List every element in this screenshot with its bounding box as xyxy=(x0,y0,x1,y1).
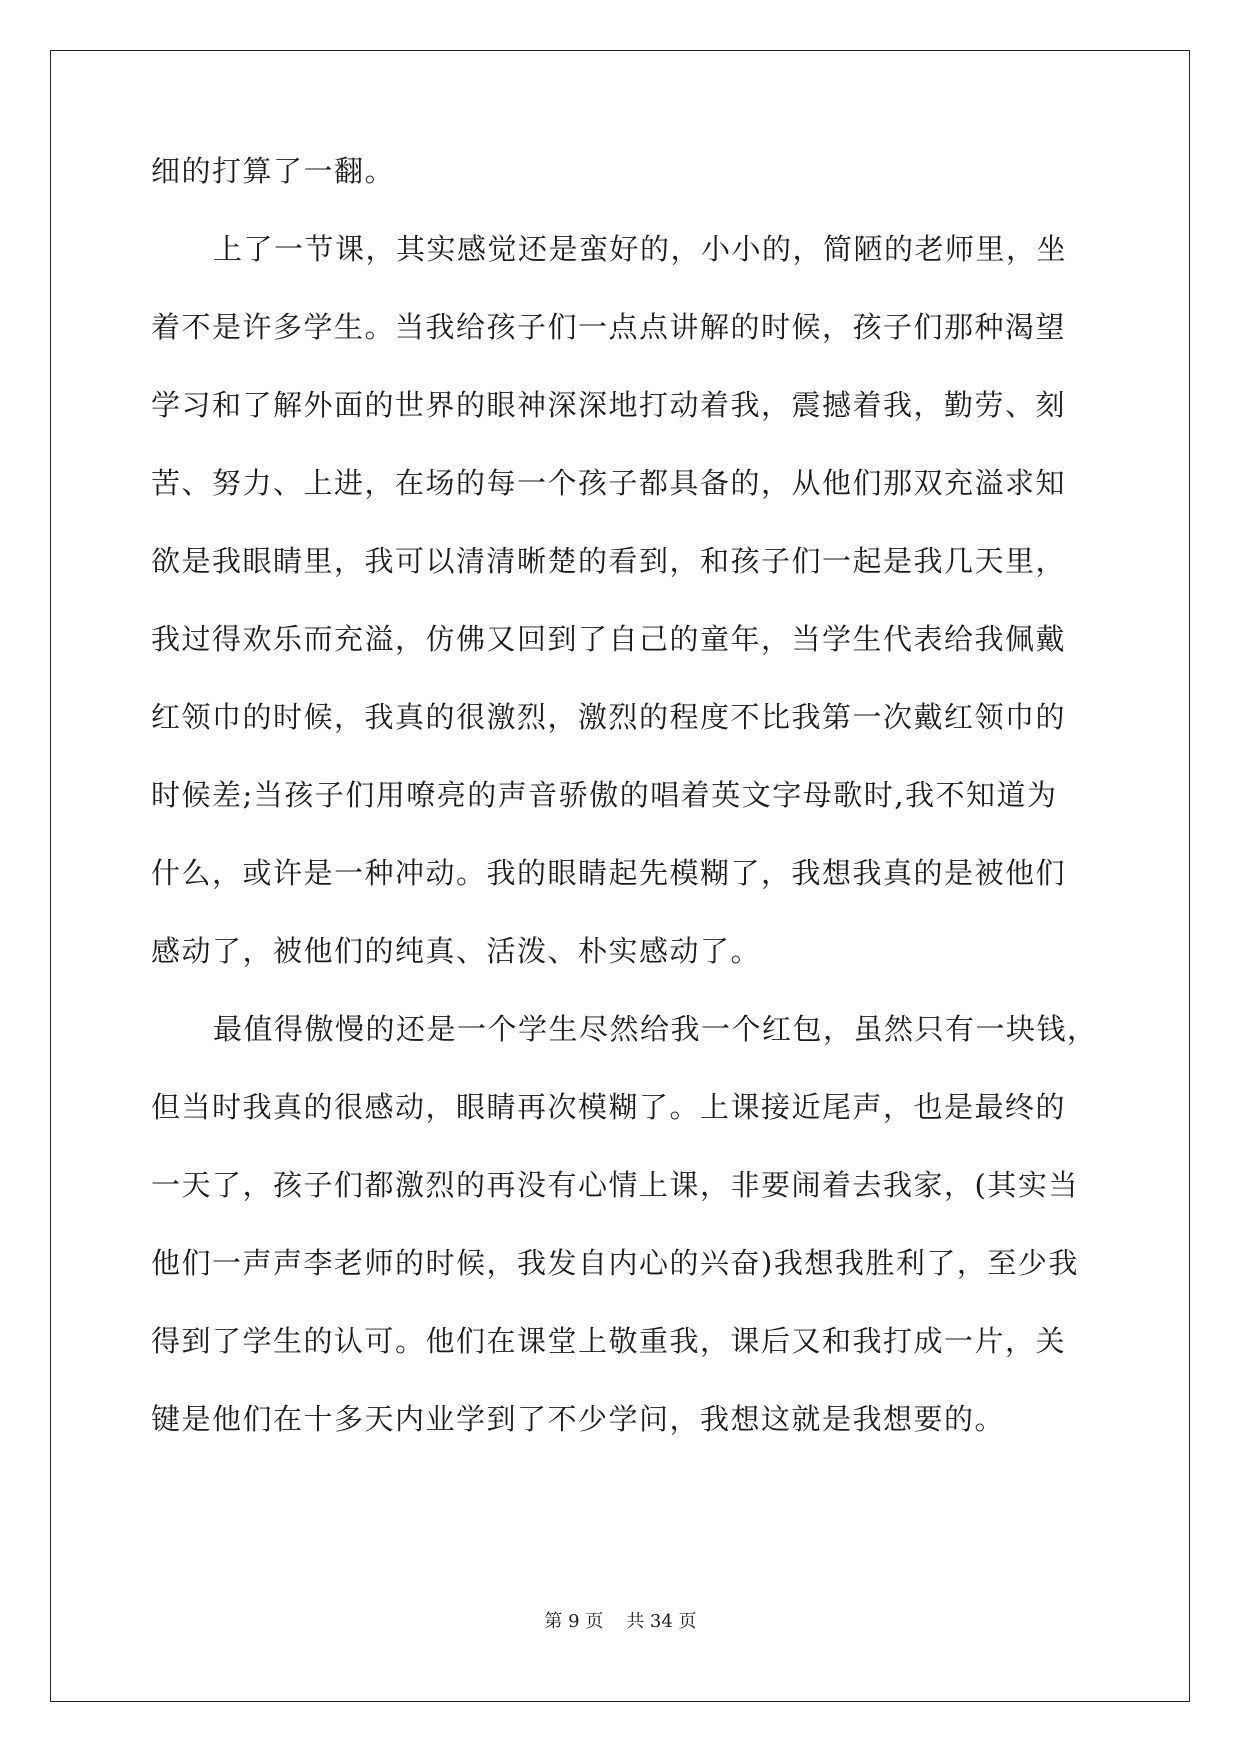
text-line: 细的打算了一翻。 xyxy=(151,154,396,188)
text-line: 苦、努力、上进，在场的每一个孩子都具备的，从他们那双充溢求知 xyxy=(151,466,1067,500)
paragraph-first-line: 上了一节课，其实感觉还是蛮好的，小小的，简陋的老师里，坐 xyxy=(213,232,1068,266)
text-line: 但当时我真的很感动，眼睛再次模糊了。上课接近尾声，也是最终的 xyxy=(151,1090,1067,1124)
text-line: 时候差;当孩子们用嘹亮的声音骄傲的唱着英文字母歌时,我不知道为 xyxy=(151,778,1058,812)
text-line: 感动了，被他们的纯真、活泼、朴实感动了。 xyxy=(151,934,762,968)
text-line: 得到了学生的认可。他们在课堂上敬重我，课后又和我打成一片，关 xyxy=(151,1324,1067,1358)
text-line: 一天了，孩子们都激烈的再没有心情上课，非要闹着去我家，(其实当 xyxy=(151,1168,1079,1202)
paragraph-first-line: 最值得傲慢的还是一个学生尽然给我一个红包，虽然只有一块钱， xyxy=(213,1012,1098,1046)
text-line: 键是他们在十多天内业学到了不少学问，我想这就是我想要的。 xyxy=(151,1402,1006,1436)
text-line: 学习和了解外面的世界的眼神深深地打动着我，震撼着我，勤劳、刻 xyxy=(151,388,1067,422)
text-line: 什么，或许是一种冲动。我的眼睛起先模糊了，我想我真的是被他们 xyxy=(151,856,1067,890)
text-line: 红领巾的时候，我真的很激烈，激烈的程度不比我第一次戴红领巾的 xyxy=(151,700,1067,734)
text-line: 着不是许多学生。当我给孩子们一点点讲解的时候，孩子们那种渴望 xyxy=(151,310,1067,344)
text-line: 欲是我眼睛里，我可以清清晰楚的看到，和孩子们一起是我几天里， xyxy=(151,544,1067,578)
text-line: 我过得欢乐而充溢，仿佛又回到了自己的童年，当学生代表给我佩戴 xyxy=(151,622,1067,656)
text-line: 他们一声声李老师的时候，我发自内心的兴奋)我想我胜利了，至少我 xyxy=(151,1246,1079,1280)
page-number: 第 9 页 共 34 页 xyxy=(544,1611,697,1632)
